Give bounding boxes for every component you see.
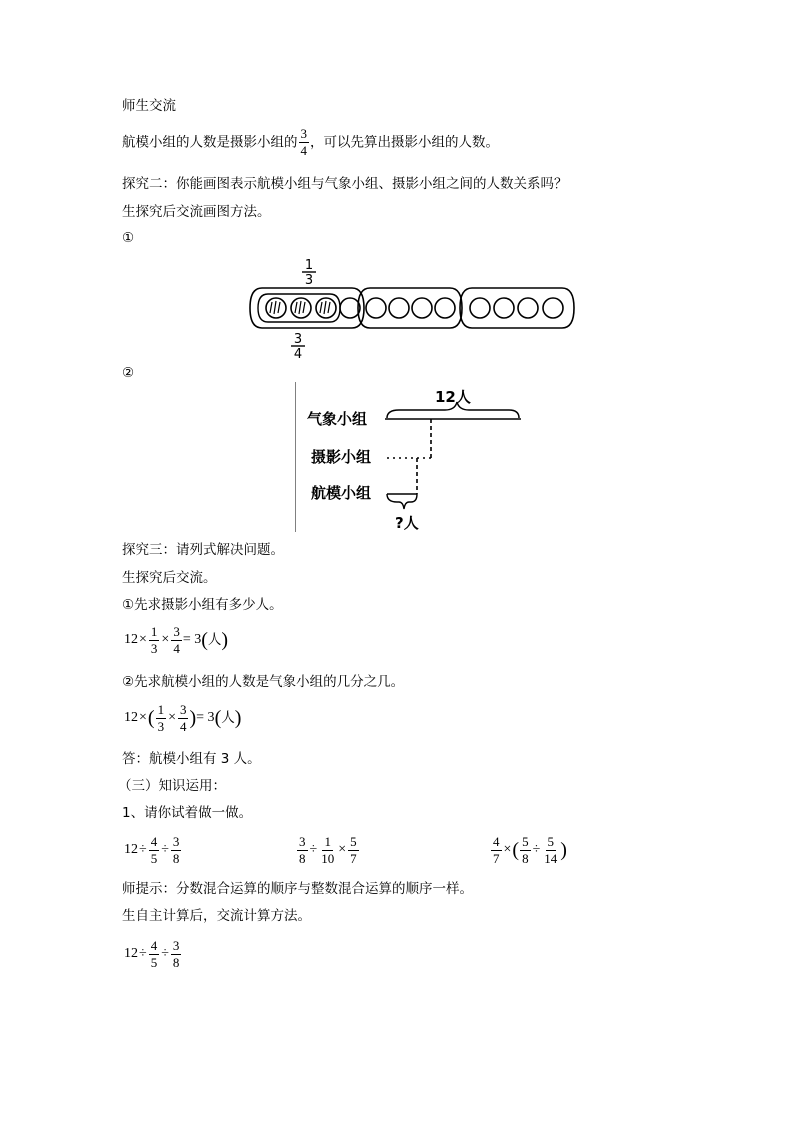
group-outline-3 bbox=[460, 288, 574, 328]
heading-knowledge-use: （三）知识运用： bbox=[118, 778, 226, 794]
answer-line: 答：航模小组有 3 人。 bbox=[122, 751, 261, 767]
fraction-three-quarters bbox=[299, 127, 310, 158]
fraction: $\frac{3}{4}$ bbox=[173, 623, 180, 656]
circle bbox=[412, 298, 432, 318]
number: 12 bbox=[124, 710, 138, 725]
exercise-1: 12÷ $\frac{4}{5}$ ÷ $\frac{3}{8}$ bbox=[124, 833, 180, 866]
circle bbox=[494, 298, 514, 318]
brace-unknown bbox=[387, 494, 417, 509]
label-total: 12人 bbox=[435, 388, 471, 406]
text-line: ②先求航模小组的人数是气象小组的几分之几。 bbox=[122, 674, 405, 690]
exercise-3: $\frac{4}{7}$ ×( $\frac{5}{8}$ ÷ $\frac{5}{14}$ ) bbox=[493, 833, 567, 866]
fraction: $\frac{4}{5}$ bbox=[150, 833, 158, 866]
unit: 人 bbox=[207, 632, 222, 648]
fraction: $\frac{5}{7}$ bbox=[350, 833, 357, 866]
label-photo-group: 摄影小组 bbox=[311, 448, 372, 466]
heading-explore-three: 探究三：请列式解决问题。 bbox=[122, 542, 284, 558]
marker-two: ② bbox=[122, 365, 135, 381]
label-model-group: 航模小组 bbox=[311, 484, 372, 502]
text-line-ratio-explanation bbox=[122, 127, 499, 158]
number: 12 bbox=[124, 632, 138, 647]
equals-value: = 3 bbox=[196, 710, 215, 725]
number: 12 bbox=[124, 842, 138, 857]
fraction: $\frac{3}{8}$ bbox=[172, 833, 180, 866]
group-outline-2 bbox=[358, 288, 462, 328]
label-unknown: ?人 bbox=[395, 514, 419, 532]
heading-teacher-student-exchange: 师生交流 bbox=[122, 98, 176, 114]
denominator: 4 bbox=[300, 143, 307, 158]
text-line: 生探究后交流画图方法。 bbox=[122, 204, 271, 220]
diagram1-bottom-numerator: 3 bbox=[293, 332, 303, 347]
number: 12 bbox=[124, 946, 138, 961]
circle bbox=[366, 298, 386, 318]
fraction: $\frac{4}{7}$ bbox=[493, 833, 500, 866]
circle bbox=[435, 298, 455, 318]
circle bbox=[470, 298, 490, 318]
equation-2: 12×( $\frac{1}{3}$ × $\frac{3}{4}$ )= 3(人) bbox=[124, 701, 242, 734]
heading-explore-two: 探究二：你能画图表示航模小组与气象小组、摄影小组之间的人数关系吗？ bbox=[122, 176, 568, 192]
numerator: 3 bbox=[300, 126, 307, 141]
equation-1: 12× $\frac{1}{3}$ × $\frac{3}{4}$ = 3(人) bbox=[124, 623, 229, 656]
circle bbox=[518, 298, 538, 318]
fraction: $\frac{5}{8}$ bbox=[522, 833, 529, 866]
text-segment: 航模小组的人数是摄影小组的 bbox=[122, 134, 298, 151]
circle-diagram bbox=[240, 250, 585, 360]
equals-value: = 3 bbox=[182, 632, 202, 647]
fraction: $\frac{3}{8}$ bbox=[172, 937, 180, 970]
segment-diagram bbox=[295, 382, 535, 532]
exercise-worked: 12÷ $\frac{4}{5}$ ÷ $\frac{3}{8}$ bbox=[124, 937, 180, 970]
text-line: 1、请你试着做一做。 bbox=[122, 805, 253, 821]
text-line: ①先求摄影小组有多少人。 bbox=[122, 597, 283, 613]
circle bbox=[340, 298, 360, 318]
exercise-2: $\frac{3}{8}$ ÷ $\frac{1}{10}$ × $\frac{5}{7}$ bbox=[299, 833, 357, 866]
diagram1-bottom-denominator: 4 bbox=[293, 347, 303, 360]
fraction: $\frac{3}{8}$ bbox=[299, 833, 306, 866]
fraction: $\frac{1}{10}$ bbox=[321, 833, 335, 866]
text-line: 生自主计算后，交流计算方法。 bbox=[122, 908, 311, 924]
fraction: $\frac{1}{3}$ bbox=[150, 623, 158, 656]
unit: 人 bbox=[221, 710, 235, 726]
diagram1-top-denominator: 3 bbox=[304, 273, 314, 288]
hatching bbox=[270, 301, 330, 314]
text-line: 生探究后交流。 bbox=[122, 570, 217, 586]
fraction: $\frac{5}{14}$ bbox=[544, 833, 558, 866]
circle bbox=[543, 298, 563, 318]
fraction: $\frac{1}{3}$ bbox=[157, 701, 165, 734]
circle bbox=[389, 298, 409, 318]
label-weather-group: 气象小组 bbox=[307, 410, 368, 428]
text-segment: ，可以先算出摄影小组的人数。 bbox=[310, 134, 499, 151]
fraction: $\frac{3}{4}$ bbox=[179, 701, 187, 734]
fraction: $\frac{4}{5}$ bbox=[150, 937, 158, 970]
marker-one: ① bbox=[122, 230, 135, 246]
diagram1-top-numerator: 1 bbox=[304, 258, 314, 273]
teacher-hint: 师提示：分数混合运算的顺序与整数混合运算的顺序一样。 bbox=[122, 881, 473, 897]
